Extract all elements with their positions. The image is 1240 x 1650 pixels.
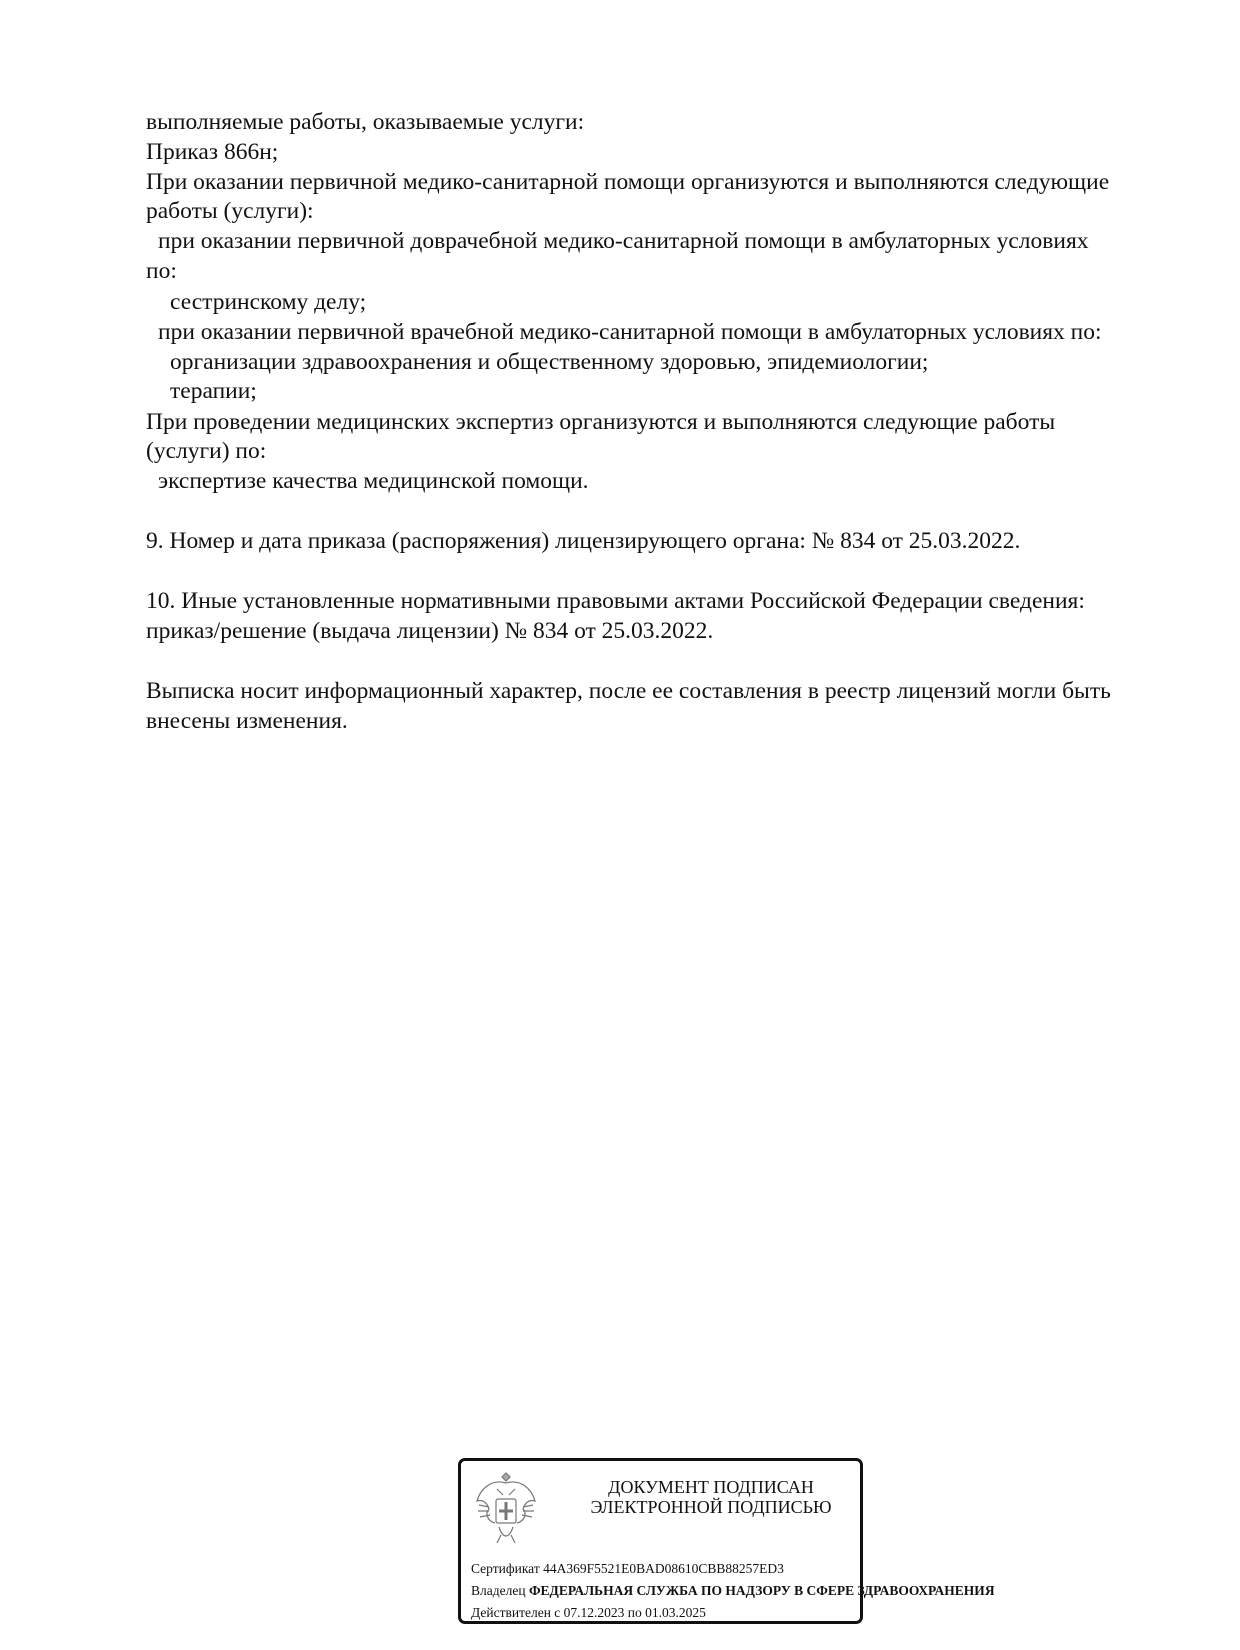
text-line: 10. Иные установленные нормативными правовыми актами Российской Федерации сведения: — [146, 588, 1085, 614]
certificate-number: 44A369F5521E0BAD08610CBB88257ED3 — [543, 1561, 784, 1576]
text-line: экспертизе качества медицинской помощи. — [158, 468, 589, 494]
electronic-signature-stamp — [458, 1458, 995, 1624]
text-line: Выписка носит информационный характер, после ее составления в реестр лицензий могли быть — [146, 678, 1111, 704]
owner-line — [471, 1583, 995, 1599]
text-line: при оказании первичной врачебной медико-санитарной помощи в амбулаторных условиях по: — [158, 319, 1102, 345]
text-line: Приказ 866н; — [146, 139, 279, 165]
signature-title-line2: ЭЛЕКТРОННОЙ ПОДПИСЬЮ — [590, 1497, 832, 1517]
coat-of-arms-emblem-icon — [473, 1469, 539, 1549]
text-line: при оказании первичной доврачебной медико-санитарной помощи в амбулаторных условиях — [158, 228, 1089, 254]
text-line: сестринскому делу; — [170, 289, 367, 315]
text-line: терапии; — [170, 378, 257, 404]
text-line: 9. Номер и дата приказа (распоряжения) лицензирующего органа: № 834 от 25.03.2022. — [146, 528, 1021, 554]
certificate-line — [471, 1561, 859, 1577]
owner-name: ФЕДЕРАЛЬНАЯ СЛУЖБА ПО НАДЗОРУ В СФЕРЕ ЗДРАВООХРАНЕНИЯ — [528, 1583, 995, 1598]
text-line: (услуги) по: — [146, 438, 267, 464]
owner-label: Владелец — [471, 1583, 526, 1598]
validity-line: Действителен с 07.12.2023 по 01.03.2025 — [471, 1605, 706, 1620]
text-line: по: — [146, 258, 177, 284]
text-line: работы (услуги): — [146, 198, 314, 224]
text-line: внесены изменения. — [146, 708, 348, 734]
text-line: организации здравоохранения и общественному здоровью, эпидемиологии; — [170, 349, 929, 375]
text-line: При оказании первичной медико-санитарной помощи организуются и выполняются следующие — [146, 169, 1110, 195]
certificate-label: Сертификат — [471, 1561, 540, 1576]
text-line: приказ/решение (выдача лицензии) № 834 от 25.03.2022. — [146, 618, 714, 644]
text-line: При проведении медицинских экспертиз организуются и выполняются следующие работы — [146, 409, 1056, 435]
text-line: выполняемые работы, оказываемые услуги: — [146, 109, 585, 135]
signature-title-line1: ДОКУМЕНТ ПОДПИСАН — [608, 1477, 814, 1497]
